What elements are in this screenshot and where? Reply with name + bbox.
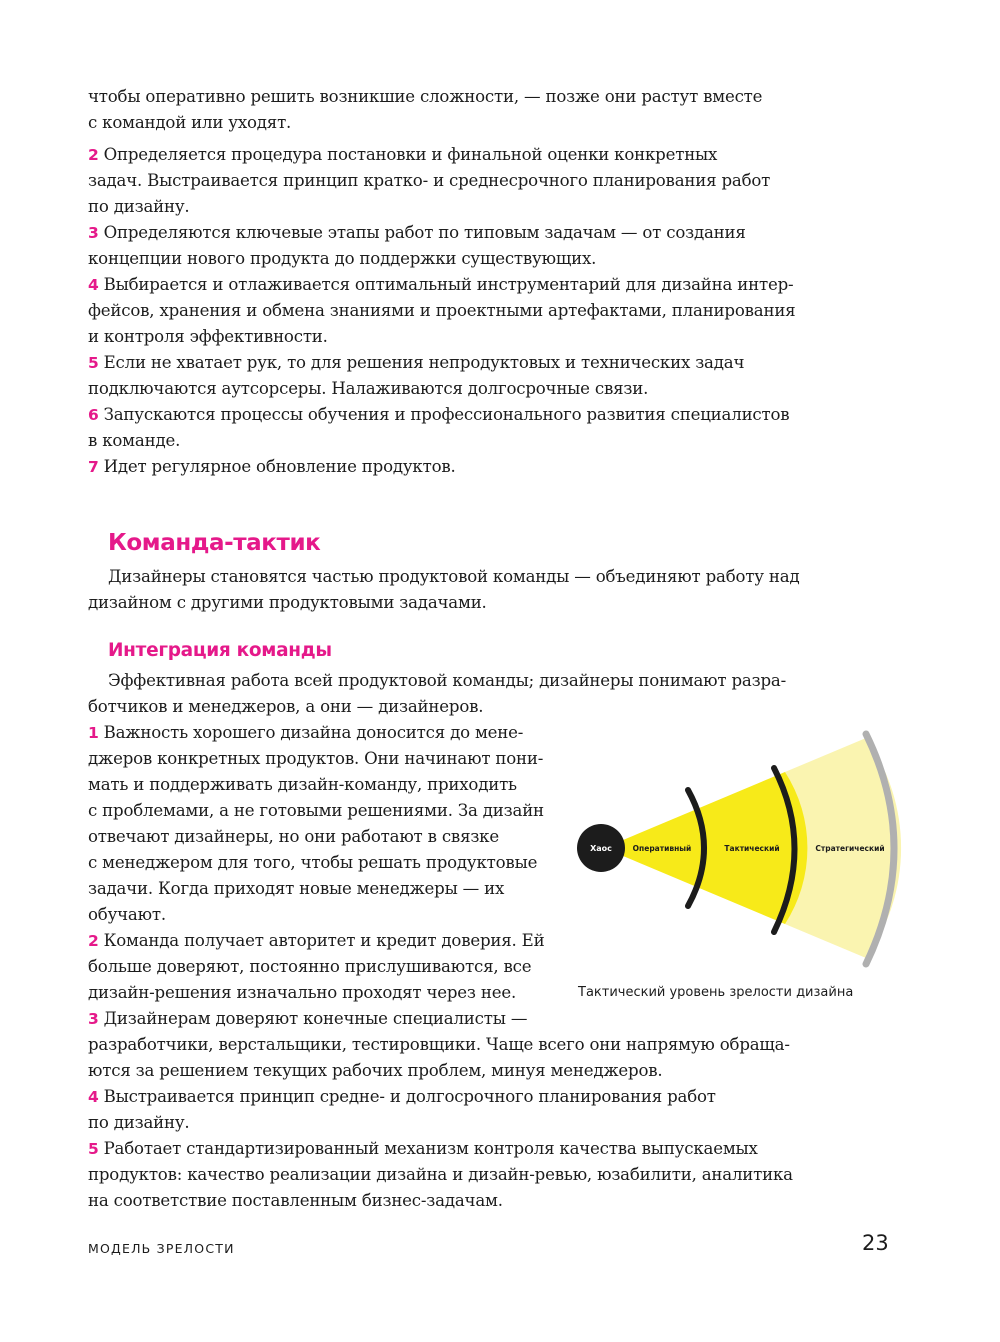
text-line: в команде.: [88, 431, 181, 450]
text-line: задачи. Когда приходят новые менеджеры — их: [88, 879, 505, 898]
list-item: 3 Дизайнерам доверяют конечные специалисты —: [88, 1009, 528, 1028]
text-line: мать и поддерживать дизайн-команду, приходить: [88, 775, 517, 794]
section-lead: [88, 564, 799, 616]
section-title: Команда-тактик: [108, 530, 321, 556]
text-line: ются за решением текущих рабочих проблем, минуя менеджеров.: [88, 1061, 663, 1080]
list-item: 2 Команда получает авторитет и кредит доверия. Ей: [88, 931, 545, 950]
text-line: задач. Выстраивается принцип кратко- и среднесрочного планирования работ: [88, 171, 771, 190]
subsection-lead: [88, 668, 786, 720]
item-number: 2: [88, 146, 99, 164]
list-item: 2 Определяется процедура постановки и финальной оценки конкретных: [88, 145, 718, 164]
list-item: 5 Если не хватает рук, то для решения непродуктовых и технических задач: [88, 353, 745, 372]
tactical-label: Тактический: [724, 844, 780, 853]
item-number: 5: [88, 354, 99, 372]
text-line: Дизайнеры становятся частью продуктовой команды — объединяют работу над: [108, 567, 800, 586]
text-line: джеров конкретных продуктов. Они начинают пони-: [88, 749, 544, 768]
item-number: 2: [88, 932, 99, 950]
text-line: на соответствие поставленным бизнес-задачам.: [88, 1191, 503, 1210]
text-line: дизайн-решения изначально проходят через нее.: [88, 983, 517, 1002]
operational-label: Оперативный: [632, 844, 692, 853]
figure-caption: Тактический уровень зрелости дизайна: [578, 985, 854, 1000]
text-line: по дизайну.: [88, 1113, 190, 1132]
text-line: чтобы оперативно решить возникшие сложности, — позже они растут вместе: [88, 87, 763, 106]
list-stages: [88, 142, 795, 480]
text-line: Эффективная работа всей продуктовой команды; дизайнеры понимают разра-: [108, 671, 786, 690]
subsection-title: Интеграция команды: [108, 640, 332, 661]
chaos-label: Хаос: [590, 844, 612, 853]
item-number: 1: [88, 724, 99, 742]
text-line: по дизайну.: [88, 197, 190, 216]
item-number: 3: [88, 224, 99, 242]
text-line: продуктов: качество реализации дизайна и дизайн-ревью, юзабилити, аналитика: [88, 1165, 793, 1184]
text-line: больше доверяют, постоянно прислушиваются, все: [88, 957, 532, 976]
text-line: с менеджером для того, чтобы решать продуктовые: [88, 853, 538, 872]
text-line: разработчики, верстальщики, тестировщики. Чаще всего они напрямую обраща-: [88, 1035, 790, 1054]
text-line: обучают.: [88, 905, 166, 924]
text-line: отвечают дизайнеры, но они работают в связке: [88, 827, 499, 846]
list-item: 6 Запускаются процессы обучения и профессионального развития специалистов: [88, 405, 790, 424]
text-line: с проблемами, а не готовыми решениями. За дизайн: [88, 801, 544, 820]
list-item: 3 Определяются ключевые этапы работ по типовым задачам — от создания: [88, 223, 746, 242]
item-number: 5: [88, 1140, 99, 1158]
text-line: концепции нового продукта до поддержки существующих.: [88, 249, 597, 268]
running-footer: МОДЕЛЬ ЗРЕЛОСТИ: [88, 1241, 235, 1256]
text-line: ботчиков и менеджеров, а они — дизайнеров.: [88, 697, 484, 716]
list-item: 4 Выбирается и отлаживается оптимальный инструментарий для дизайна интер-: [88, 275, 794, 294]
list-item: 7 Идет регулярное обновление продуктов.: [88, 457, 456, 476]
intro-paragraph: [88, 84, 762, 136]
list-item: 5 Работает стандартизированный механизм контроля качества выпускаемых: [88, 1139, 758, 1158]
list-item: 1 Важность хорошего дизайна доносится до мене-: [88, 723, 524, 742]
page-number: 23: [862, 1231, 889, 1255]
text-line: дизайном с другими продуктовыми задачами.: [88, 593, 487, 612]
item-number: 3: [88, 1010, 99, 1028]
maturity-diagram: [560, 720, 920, 980]
item-number: 6: [88, 406, 99, 424]
list-item: 4 Выстраивается принцип средне- и долгосрочного планирования работ: [88, 1087, 716, 1106]
item-number: 4: [88, 276, 99, 294]
item-number: 7: [88, 458, 99, 476]
strategic-label: Стратегический: [815, 844, 885, 853]
text-line: с командой или уходят.: [88, 113, 292, 132]
maturity-diagram-svg: [560, 720, 920, 980]
text-line: и контроля эффективности.: [88, 327, 328, 346]
text-line: подключаются аутсорсеры. Налаживаются долгосрочные связи.: [88, 379, 649, 398]
item-number: 4: [88, 1088, 99, 1106]
text-line: фейсов, хранения и обмена знаниями и проектными артефактами, планирования: [88, 301, 796, 320]
